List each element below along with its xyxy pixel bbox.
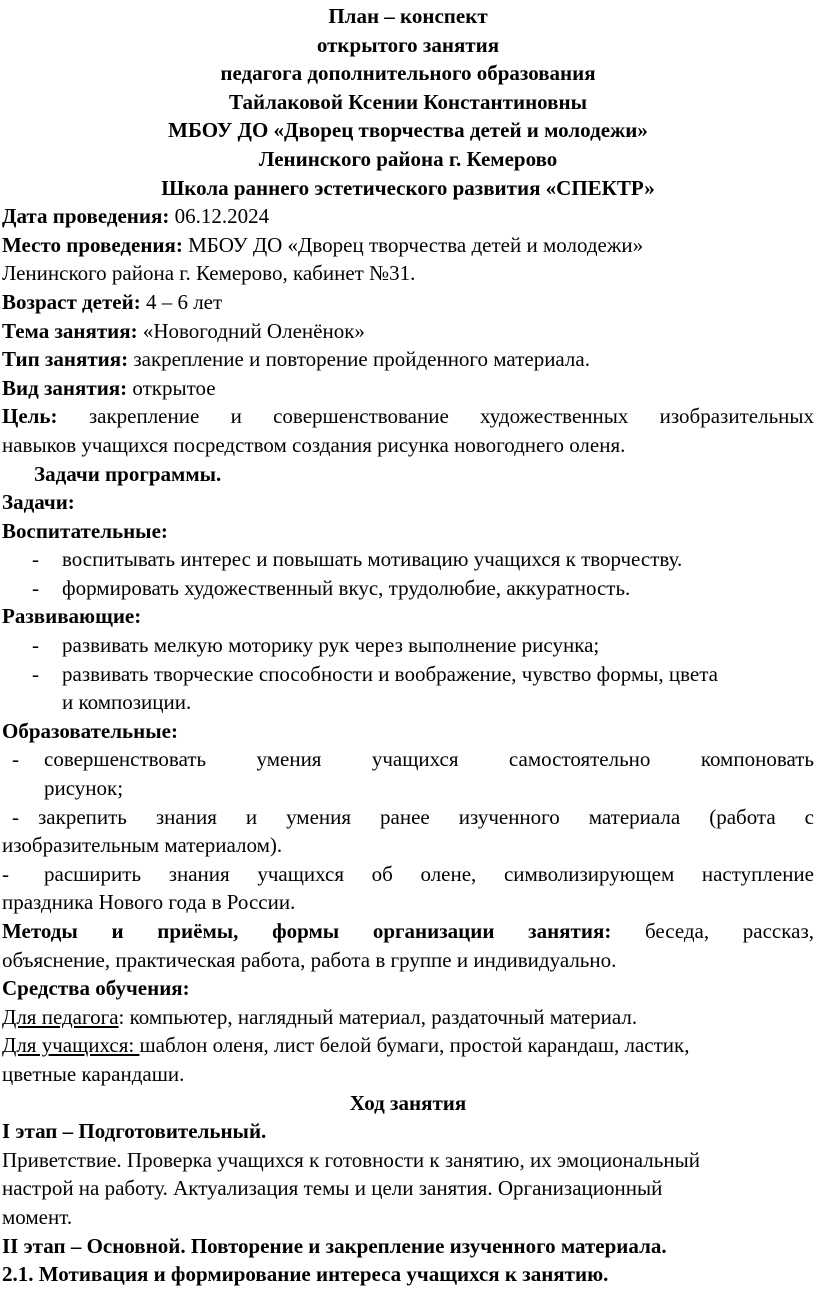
teaching-heading: Образовательные: bbox=[2, 718, 178, 743]
goal-value-1: закрепление и совершенствование художественных изобразительных bbox=[57, 404, 814, 429]
methods-row bbox=[2, 917, 814, 946]
means-teacher-row bbox=[2, 1003, 814, 1032]
age-value: 4 – 6 лет bbox=[140, 289, 223, 314]
header-line-3: педагога дополнительного образования bbox=[220, 61, 596, 86]
stage1-text-1: Приветствие. Проверка учащихся к готовности к занятию, их эмоциональный bbox=[2, 1147, 700, 1172]
means-students-row bbox=[2, 1031, 814, 1060]
list-item: - расширить знания учащихся об олене, символизирующем наступление bbox=[2, 860, 814, 889]
dash-marker: - bbox=[32, 575, 39, 600]
header-line-2: открытого занятия bbox=[316, 32, 500, 57]
type-row bbox=[2, 345, 814, 374]
date-label: Дата проведения: bbox=[2, 204, 170, 229]
header-line-6: Ленинского района г. Кемерово bbox=[258, 146, 558, 171]
tasks-program-heading: Задачи программы. bbox=[34, 461, 222, 486]
list-item: - совершенствовать умения учащихся самостоятельно компоновать bbox=[2, 745, 814, 774]
developing-heading: Развивающие: bbox=[2, 604, 142, 629]
list-item-continuation: и композиции. bbox=[62, 690, 192, 715]
stage1-text-2: настрой на работу. Актуализация темы и цели занятия. Организационный bbox=[2, 1176, 663, 1201]
list-item: - формировать художественный вкус, трудолюбие, аккуратность. bbox=[2, 574, 814, 603]
type-value: закрепление и повторение пройденного материала. bbox=[128, 347, 590, 372]
date-value: 06.12.2024 bbox=[169, 204, 270, 229]
list-item-continuation: праздника Нового года в России. bbox=[2, 890, 296, 915]
goal-label: Цель: bbox=[2, 404, 58, 429]
header-line-1: План – конспект bbox=[328, 4, 488, 28]
list-item-continuation: рисунок; bbox=[44, 776, 124, 801]
age-row bbox=[2, 288, 814, 317]
theme-label: Тема занятия: bbox=[2, 318, 138, 343]
means-teacher-value: : компьютер, наглядный материал, раздаточный материал. bbox=[118, 1004, 638, 1029]
methods-label: Методы и приёмы, формы организации занятия: bbox=[2, 919, 612, 943]
stage2-title: II этап – Основной. Повторение и закрепление изученного материала. bbox=[2, 1233, 667, 1258]
kind-value: открытое bbox=[127, 375, 216, 400]
list-item: - развивать мелкую моторику рук через выполнение рисунка; bbox=[2, 631, 814, 660]
goal-row bbox=[2, 402, 814, 431]
tasks-heading: Задачи: bbox=[2, 490, 75, 515]
document-header bbox=[2, 2, 814, 202]
educational-heading: Воспитательные: bbox=[2, 518, 168, 543]
course-title: Ход занятия bbox=[349, 1090, 467, 1115]
means-heading: Средства обучения: bbox=[2, 976, 190, 1001]
dash-marker: - bbox=[12, 804, 19, 829]
methods-value-1: беседа, рассказ, bbox=[611, 919, 815, 943]
dash-marker: - bbox=[32, 661, 39, 686]
header-line-4: Тайлаковой Ксении Константиновны bbox=[229, 89, 587, 114]
dash-marker: - bbox=[2, 861, 9, 886]
dash-marker: - bbox=[32, 547, 39, 572]
date-row bbox=[2, 202, 814, 231]
stage1-title: I этап – Подготовительный. bbox=[2, 1119, 267, 1144]
age-label: Возраст детей: bbox=[2, 289, 141, 314]
means-teacher-label: Для педагога bbox=[2, 1004, 119, 1029]
methods-value-2: объяснение, практическая работа, работа в группе и индивидуально. bbox=[2, 947, 617, 972]
place-value-2: Ленинского района г. Кемерово, кабинет №31. bbox=[2, 261, 416, 286]
dash-marker: - bbox=[12, 747, 19, 772]
goal-value-2: навыков учащихся посредством создания рисунка новогоднего оленя. bbox=[2, 432, 626, 457]
type-label: Тип занятия: bbox=[2, 347, 129, 372]
theme-value: «Новогодний Оленёнок» bbox=[137, 318, 365, 343]
kind-row bbox=[2, 374, 814, 403]
place-row bbox=[2, 231, 814, 260]
place-value-1: МБОУ ДО «Дворец творчества детей и молодежи» bbox=[182, 232, 644, 257]
list-item-continuation: изобразительным материалом). bbox=[2, 833, 283, 858]
list-item: - развивать творческие способности и воображение, чувство формы, цвета bbox=[2, 660, 814, 689]
stage2-subtitle: 2.1. Мотивация и формирование интереса учащихся к занятию. bbox=[2, 1262, 609, 1287]
header-line-7: Школа раннего эстетического развития «СПЕКТР» bbox=[161, 175, 655, 200]
header-line-5: МБОУ ДО «Дворец творчества детей и молодежи» bbox=[168, 118, 648, 143]
dash-marker: - bbox=[32, 633, 39, 658]
place-label: Место проведения: bbox=[2, 232, 183, 257]
list-item: - воспитывать интерес и повышать мотивацию учащихся к творчеству. bbox=[2, 545, 814, 574]
kind-label: Вид занятия: bbox=[2, 375, 128, 400]
means-students-label: Для учащихся: bbox=[2, 1033, 140, 1058]
stage1-text-3: момент. bbox=[2, 1204, 73, 1229]
list-item: - закрепить знания и умения ранее изученного материала (работа с bbox=[2, 803, 814, 832]
theme-row bbox=[2, 317, 814, 346]
means-students-value-2: цветные карандаши. bbox=[2, 1061, 185, 1086]
means-students-value-1: шаблон оленя, лист белой бумаги, простой карандаш, ластик, bbox=[139, 1033, 690, 1058]
